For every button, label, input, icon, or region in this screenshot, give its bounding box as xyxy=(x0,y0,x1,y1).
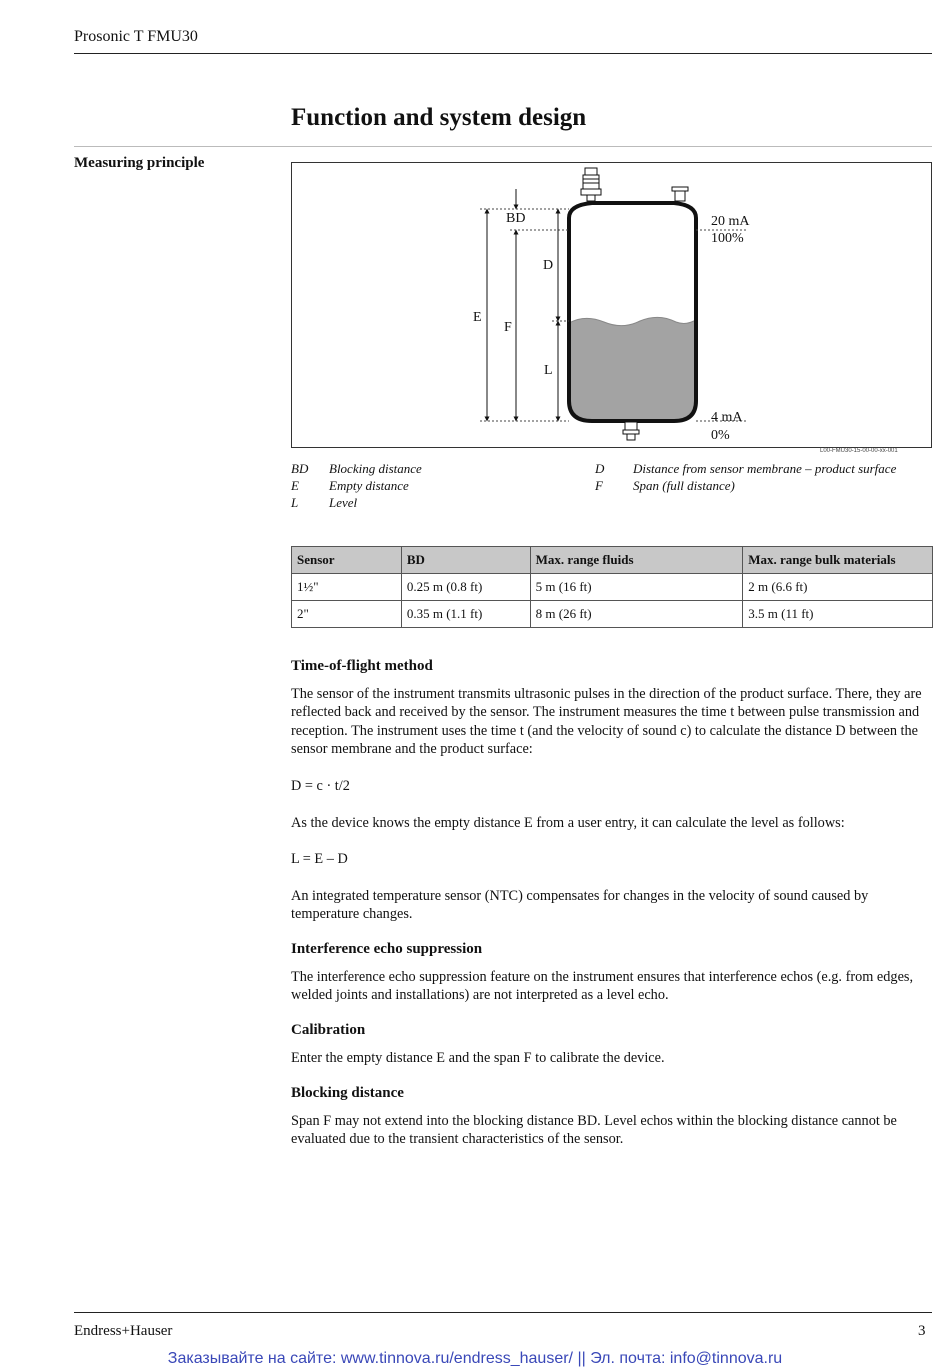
label-bd: BD xyxy=(506,211,526,226)
figure-id: L00-FMU30-15-00-00-xx-001 xyxy=(820,448,898,454)
legend-key: D xyxy=(595,461,605,476)
header-rule xyxy=(74,53,932,54)
heading-interference-echo: Interference echo suppression xyxy=(291,941,483,957)
page-number: 3 xyxy=(918,1323,926,1339)
blocking-paragraph: Span F may not extend into the blocking distance BD. Level echos within the blocking distance cannot be evaluated due to the transient characteristics of the sensor. xyxy=(291,1113,897,1148)
sensor-range-table xyxy=(291,546,933,628)
heading-blocking-distance: Blocking distance xyxy=(291,1085,404,1101)
label-20ma: 20 mA xyxy=(711,214,750,229)
legend-value: Empty distance xyxy=(329,478,409,493)
table-header: Max. range bulk materials xyxy=(743,547,933,574)
calibration-paragraph: Enter the empty distance E and the span F to calibrate the device. xyxy=(291,1050,665,1066)
bottom-nozzle-icon xyxy=(623,422,639,440)
footer-rule xyxy=(74,1312,932,1313)
footer-company: Endress+Hauser xyxy=(74,1323,173,1339)
table-cell: 2 m (6.6 ft) xyxy=(743,574,933,601)
label-4ma: 4 mA xyxy=(711,410,743,425)
table-cell: 0.25 m (0.8 ft) xyxy=(401,574,530,601)
title-rule xyxy=(74,146,932,147)
heading-time-of-flight: Time-of-flight method xyxy=(291,658,433,674)
tof-paragraph-1: The sensor of the instrument transmits ultrasonic pulses in the direction of the product surface. There, they are reflected back and received by the sensor. The instrument measures the time t between pulse transmission and reception. The instrument uses the time t (and the velocity of sound c) to calculate the distance D between the sensor membrane and the product surface: xyxy=(291,686,922,758)
heading-calibration: Calibration xyxy=(291,1022,366,1038)
table-row xyxy=(292,574,933,601)
product-fill xyxy=(569,317,696,421)
tof-paragraph-2: As the device knows the empty distance E from a user entry, it can calculate the level as follows: xyxy=(291,815,845,831)
label-100pct: 100% xyxy=(711,231,744,246)
label-0pct: 0% xyxy=(711,428,730,443)
legend-key: BD xyxy=(291,461,309,476)
label-f: F xyxy=(504,320,512,335)
table-cell: 1½" xyxy=(292,574,402,601)
footer-ad-link[interactable]: Заказывайте на сайте: www.tinnova.ru/endress_hauser/ || Эл. почта: info@tinnova.ru xyxy=(167,1350,783,1367)
table-header: Sensor xyxy=(292,547,402,574)
table-header: Max. range fluids xyxy=(530,547,743,574)
legend-value: Level xyxy=(329,495,358,510)
formula-distance: D = c · t/2 xyxy=(291,778,350,794)
table-cell: 0.35 m (1.1 ft) xyxy=(401,601,530,628)
interference-paragraph: The interference echo suppression feature on the instrument ensures that interference echos (e.g. from edges, welded joints and installations) are not interpreted as a level echo. xyxy=(291,969,914,1004)
ultrasonic-sensor-icon xyxy=(581,168,601,201)
table-header: BD xyxy=(401,547,530,574)
legend-key: L xyxy=(291,495,299,510)
top-nozzle-icon xyxy=(672,187,688,201)
side-heading-measuring-principle: Measuring principle xyxy=(74,155,205,171)
legend-value: Span (full distance) xyxy=(633,478,735,493)
table-header-row xyxy=(292,547,933,574)
legend-key: E xyxy=(291,478,299,493)
header-title: Prosonic T FMU30 xyxy=(74,28,198,45)
table-cell: 3.5 m (11 ft) xyxy=(743,601,933,628)
page-title: Function and system design xyxy=(291,104,587,131)
table-cell: 2" xyxy=(292,601,402,628)
label-l: L xyxy=(544,363,553,378)
legend-value: Distance from sensor membrane – product surface xyxy=(633,461,897,476)
legend-value: Blocking distance xyxy=(329,461,422,476)
measuring-principle-figure xyxy=(291,162,932,448)
label-d: D xyxy=(543,258,554,273)
legend-key: F xyxy=(595,478,603,493)
table-cell: 8 m (26 ft) xyxy=(530,601,743,628)
table-row xyxy=(292,601,933,628)
tof-paragraph-3: An integrated temperature sensor (NTC) compensates for changes in the velocity of sound caused by temperature changes. xyxy=(291,888,869,923)
tank-diagram xyxy=(292,163,933,449)
table-cell: 5 m (16 ft) xyxy=(530,574,743,601)
formula-level: L = E – D xyxy=(291,851,348,867)
label-e: E xyxy=(473,310,482,325)
